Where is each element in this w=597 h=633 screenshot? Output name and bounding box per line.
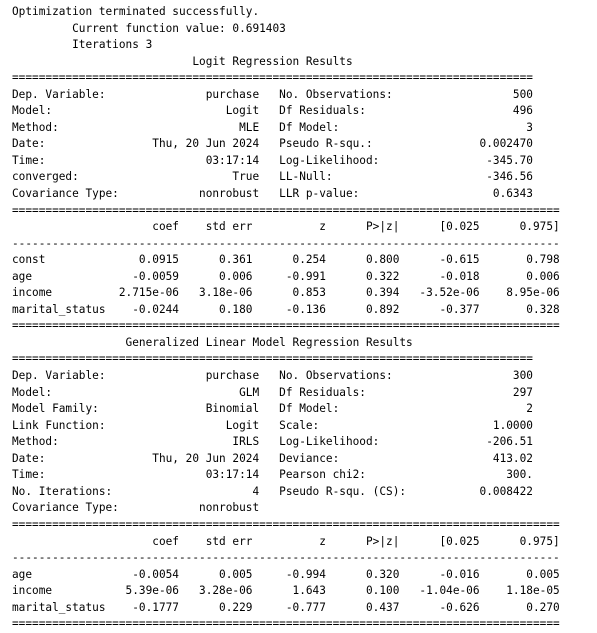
logit-summary-row: Time: 03:17:14 Log-Likelihood: -345.70 [12,153,533,167]
regression-output [12,4,560,633]
separator-line: ================================================================================== [12,617,560,631]
glm-summary-row: Method: IRLS Log-Likelihood: -206.51 [12,435,533,449]
glm-summary-row: Time: 03:17:14 Pearson chi2: 300. [12,468,533,482]
glm-summary-row: Model Family: Binomial Df Model: 2 [12,402,533,416]
separator-line: ---------------------------------------------------------------------------------- [12,236,560,250]
separator-line: ================================================================================== [12,203,560,217]
glm-summary-row: Date: Thu, 20 Jun 2024 Deviance: 413.02 [12,451,533,465]
glm-table-title: Generalized Linear Model Regression Results [12,335,413,349]
logit-summary-row: Covariance Type: nonrobust LLR p-value: 0.6343 [12,187,533,201]
logit-summary-row: Date: Thu, 20 Jun 2024 Pseudo R-squ.: 0.002470 [12,137,533,151]
coef-row: income 5.39e-06 3.28e-06 1.643 0.100 -1.04e-06 1.18e-05 [12,584,560,598]
separator-line: ================================================================================== [12,319,560,333]
coef-row: marital_status -0.1777 0.229 -0.777 0.437 -0.626 0.270 [12,600,560,614]
function-value-line: Current function value: 0.691403 [12,21,286,35]
separator-line: ================================================================================== [12,517,560,531]
logit-summary-row: converged: True LL-Null: -346.56 [12,170,533,184]
coef-table-header: coef std err z P>|z| [0.025 0.975] [12,220,560,234]
coef-row: const 0.0915 0.361 0.254 0.800 -0.615 0.798 [12,253,560,267]
separator-line: ============================================================================== [12,71,533,85]
coef-table-header: coef std err z P>|z| [0.025 0.975] [12,534,560,548]
logit-summary-row: Dep. Variable: purchase No. Observations: 500 [12,87,533,101]
glm-summary-row: Model: GLM Df Residuals: 297 [12,385,533,399]
glm-summary-row: Link Function: Logit Scale: 1.0000 [12,418,533,432]
coef-row: age -0.0059 0.006 -0.991 0.322 -0.018 0.006 [12,269,560,283]
separator-line: ============================================================================== [12,352,533,366]
coef-row: age -0.0054 0.005 -0.994 0.320 -0.016 0.005 [12,567,560,581]
glm-summary-row: Dep. Variable: purchase No. Observations: 300 [12,369,533,383]
separator-line: ---------------------------------------------------------------------------------- [12,551,560,565]
iterations-line: Iterations 3 [12,38,153,52]
coef-row: marital_status -0.0244 0.180 -0.136 0.892 -0.377 0.328 [12,302,560,316]
glm-summary-row: No. Iterations: 4 Pseudo R-squ. (CS): 0.008422 [12,484,533,498]
logit-table-title: Logit Regression Results [12,54,353,68]
coef-row: income 2.715e-06 3.18e-06 0.853 0.394 -3.52e-06 8.95e-06 [12,286,560,300]
logit-summary-row: Method: MLE Df Model: 3 [12,120,533,134]
status-message: Optimization terminated successfully. [12,5,260,18]
logit-summary-row: Model: Logit Df Residuals: 496 [12,104,533,118]
glm-summary-row: Covariance Type: nonrobust [12,501,260,515]
